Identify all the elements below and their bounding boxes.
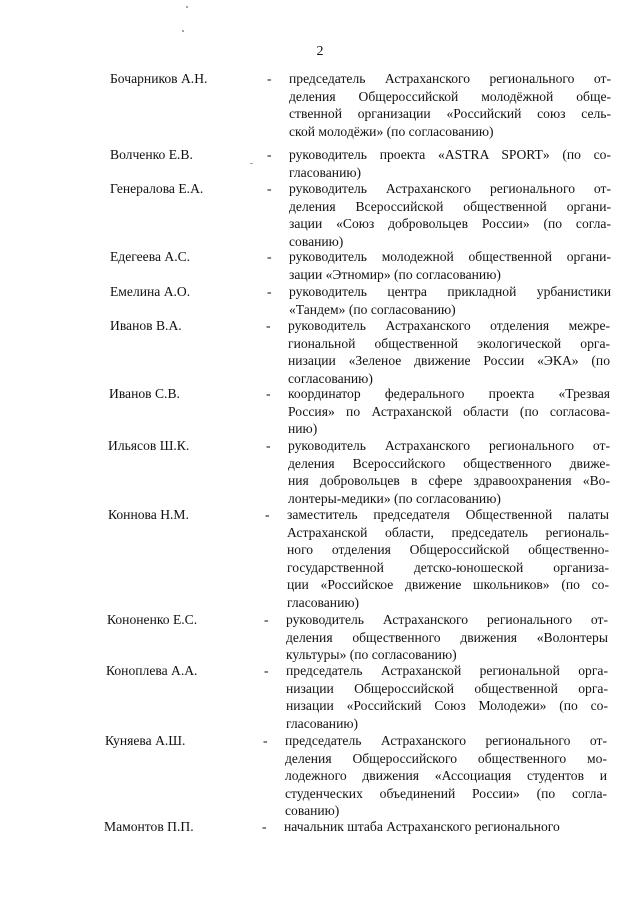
role-line: зации «Союз добровольцев России» (по согла-	[289, 216, 611, 232]
role-line: нию)	[288, 421, 318, 437]
member-role	[286, 662, 608, 732]
role-line: ской молодёжи» (по согласованию)	[289, 123, 494, 139]
role-line: сованию)	[285, 803, 340, 819]
member-name: Кононенко Е.С.	[107, 612, 198, 627]
member-name: Бочарников А.Н.	[110, 71, 208, 86]
scan-speck	[182, 30, 184, 32]
member-row	[0, 506, 640, 612]
role-line: руководитель Астраханского регионального от-	[288, 438, 610, 453]
page-number: 2	[316, 44, 324, 59]
member-role	[289, 70, 611, 140]
dash-separator: -	[267, 147, 272, 162]
member-row	[0, 818, 640, 836]
role-line: руководитель проекта «ASTRA SPORT» (по со-	[289, 147, 611, 162]
member-role	[286, 611, 608, 664]
role-line: деления Общероссийской молодёжной обще-	[289, 88, 611, 104]
member-role	[289, 146, 611, 181]
dash-separator: -	[264, 663, 269, 678]
role-line: Россия» по Астраханской области (по согласова-	[288, 403, 610, 419]
member-row	[0, 283, 640, 318]
role-line: студенческих объединений России» (по согла-	[285, 785, 607, 801]
member-role	[288, 437, 610, 507]
role-line: ния добровольцев в сфере здравоохранения «Во-	[288, 473, 610, 489]
member-row	[0, 180, 640, 250]
member-row	[0, 317, 640, 387]
role-line: руководитель Астраханского регионального от-	[286, 612, 608, 627]
dash-separator: -	[267, 181, 272, 196]
member-row	[0, 385, 640, 438]
member-name: Едегеева А.С.	[110, 249, 191, 264]
role-line: гласованию)	[287, 594, 360, 610]
member-role	[285, 732, 607, 820]
member-name: Куняева А.Ш.	[105, 733, 186, 748]
dash-separator: -	[266, 318, 271, 333]
member-role	[284, 818, 606, 836]
role-line: Астраханской области, председатель региональ-	[287, 524, 609, 540]
member-name: Мамонтов П.П.	[104, 819, 194, 834]
dash-separator: -	[263, 733, 268, 748]
role-line: низации Общероссийской общественной орга-	[286, 680, 608, 696]
role-line: согласованию)	[288, 370, 373, 386]
role-line: ственной организации «Российский союз сель-	[289, 106, 611, 122]
member-row	[0, 732, 640, 820]
member-role	[288, 317, 610, 387]
role-line: ции «Российское движение школьников» (по со-	[287, 577, 609, 593]
member-row	[0, 437, 640, 507]
role-line: заместитель председателя Общественной палаты	[287, 507, 609, 522]
member-role	[289, 180, 611, 250]
member-role	[287, 506, 609, 612]
member-role	[288, 385, 610, 438]
member-role	[289, 248, 611, 283]
role-line: координатор федерального проекта «Трезвая	[288, 386, 610, 401]
member-name: Иванов С.В.	[109, 386, 180, 401]
dash-separator: -	[266, 438, 271, 453]
role-line: руководитель Астраханского регионального от-	[289, 181, 611, 196]
member-row	[0, 662, 640, 732]
role-line: деления Общероссийского общественного мо-	[285, 750, 607, 766]
scan-speck	[186, 6, 188, 8]
member-name: Коноплева А.А.	[106, 663, 198, 678]
role-line: гласованию)	[289, 164, 362, 180]
member-row	[0, 611, 640, 664]
role-line: ного отделения Общероссийской общественно-	[287, 542, 609, 558]
role-line: гиональной общественной экологической орга-	[288, 335, 610, 351]
role-line: гласованию)	[286, 715, 359, 731]
member-name: Иванов В.А.	[110, 318, 182, 333]
scan-speck	[250, 163, 253, 164]
member-row	[0, 146, 640, 181]
dash-separator: -	[266, 386, 271, 401]
role-line: руководитель Астраханского отделения межре-	[288, 318, 610, 333]
role-line: руководитель молодежной общественной органи-	[289, 249, 611, 264]
member-name: Емелина А.О.	[110, 284, 191, 299]
dash-separator: -	[265, 507, 270, 522]
role-line: зации «Этномир» (по согласованию)	[289, 266, 501, 282]
dash-separator: -	[267, 71, 272, 86]
member-role	[289, 283, 611, 318]
dash-separator: -	[264, 612, 269, 627]
role-line: деления Всероссийского общественного движе-	[288, 455, 610, 471]
role-line: деления Всероссийской общественной органи-	[289, 198, 611, 214]
role-line: лодежного движения «Ассоциация студентов и	[285, 768, 607, 784]
role-line: председатель Астраханского регионального от-	[289, 71, 611, 86]
role-line: государственной детско-юношеской организа-	[287, 559, 609, 575]
member-name: Ильясов Ш.К.	[108, 438, 190, 453]
role-line: деления общественного движения «Волонтеры	[286, 629, 608, 645]
role-line: сованию)	[289, 233, 344, 249]
member-row	[0, 248, 640, 283]
role-line: начальник штаба Астраханского регионального	[284, 819, 560, 834]
dash-separator: -	[262, 819, 267, 834]
member-name: Генералова Е.А.	[110, 181, 204, 196]
role-line: низации «Зеленое движение России «ЭКА» (по	[288, 353, 610, 369]
role-line: лонтеры-медики» (по согласованию)	[288, 490, 501, 506]
dash-separator: -	[267, 284, 272, 299]
dash-separator: -	[267, 249, 272, 264]
role-line: председатель Астраханской региональной орга-	[286, 663, 608, 678]
role-line: «Тандем» (по согласованию)	[289, 301, 456, 317]
member-name: Волченко Е.В.	[110, 147, 193, 162]
role-line: председатель Астраханского регионального от-	[285, 733, 607, 748]
member-row	[0, 70, 640, 140]
role-line: культуры» (по согласованию)	[286, 647, 457, 663]
member-name: Коннова Н.М.	[108, 507, 189, 522]
role-line: руководитель центра прикладной урбанистики	[289, 284, 611, 299]
role-line: низации «Российский Союз Молодежи» (по со-	[286, 698, 608, 714]
